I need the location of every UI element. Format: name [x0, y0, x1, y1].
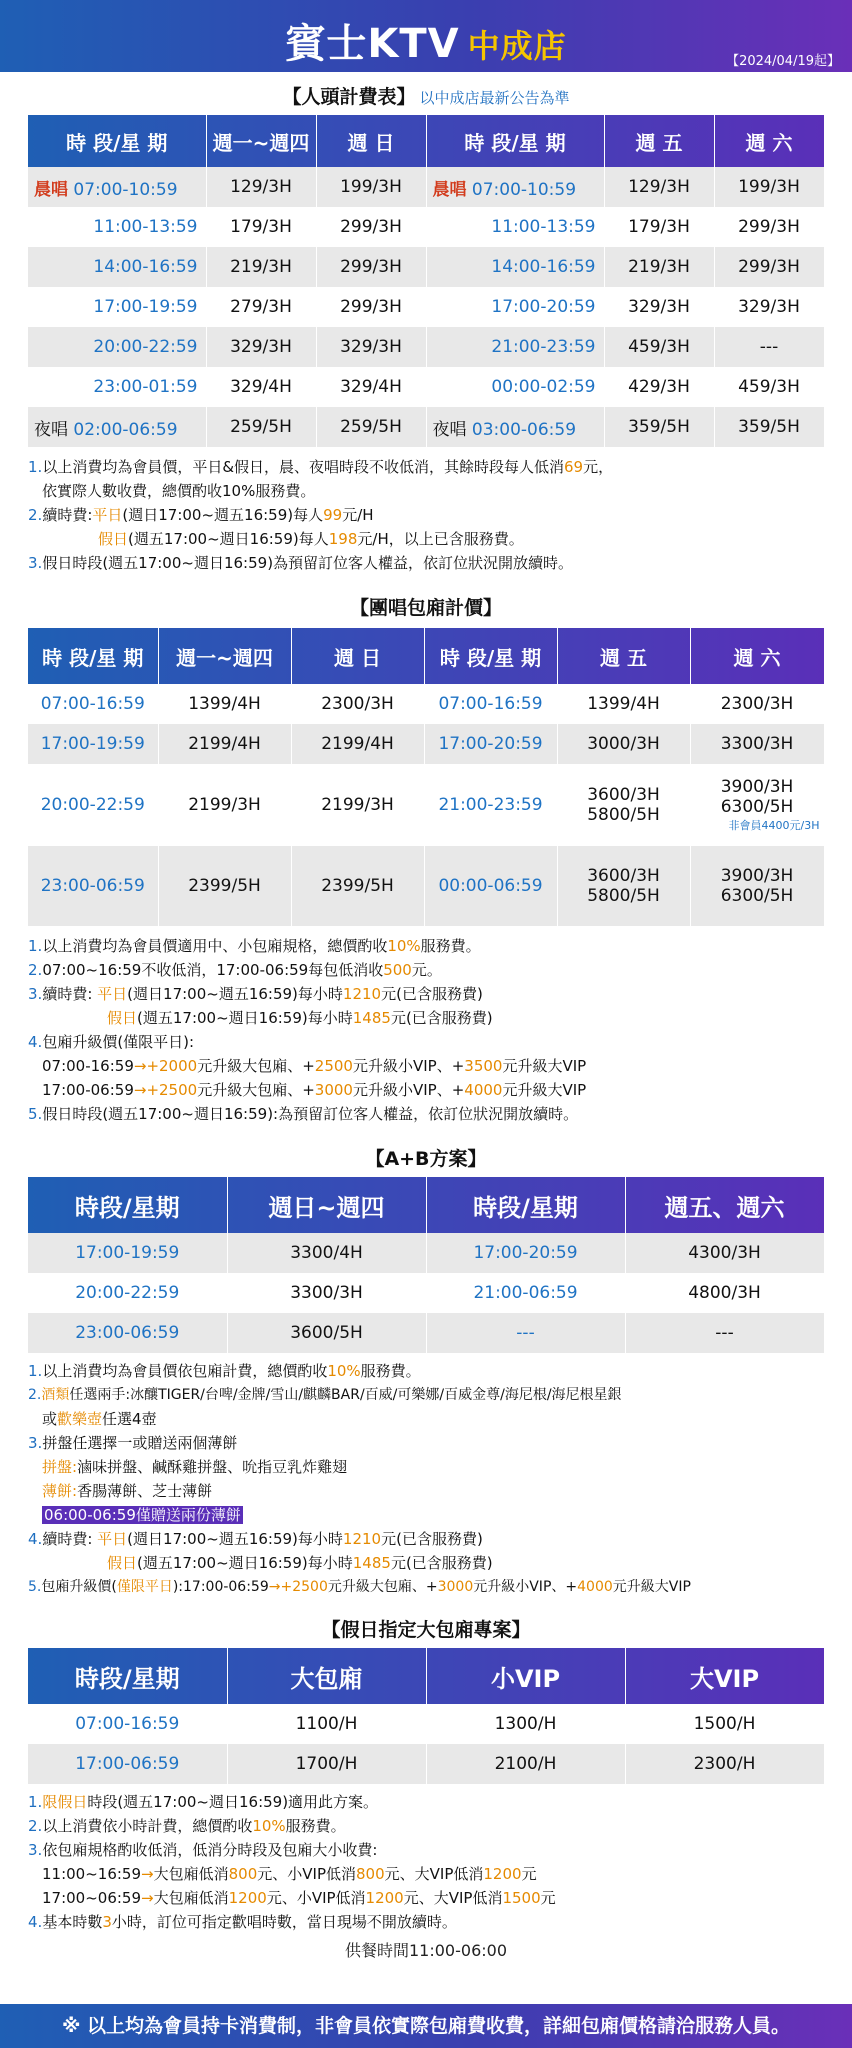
price-cell: 279/3H — [206, 287, 316, 327]
price-cell: 1300/H — [426, 1704, 625, 1744]
ab-plan-table — [28, 1177, 825, 1353]
store-name: 中成店 — [467, 27, 567, 65]
time-cell: 07:00-16:59 — [28, 684, 158, 724]
per-person-table — [28, 115, 825, 447]
table-row — [28, 684, 824, 724]
col-header: 時段/星期 — [28, 1177, 227, 1233]
table-row — [28, 327, 824, 367]
price-cell: 2199/4H — [291, 724, 424, 764]
time-cell: 00:00-06:59 — [424, 846, 557, 926]
note-line: 07:00-16:59→+2000元升級大包廂、+2500元升級小VIP、+3500元升級大VIP — [42, 1057, 587, 1075]
table-row — [28, 407, 824, 447]
price-cell: 2399/5H — [158, 846, 291, 926]
time-cell: 21:00-23:59 — [426, 327, 604, 367]
note-line — [28, 1503, 852, 1527]
time-cell: 07:00-16:59 — [424, 684, 557, 724]
price-cell: 299/3H — [714, 207, 824, 247]
price-cell: 1700/H — [227, 1744, 426, 1784]
time-cell: 00:00-02:59 — [426, 367, 604, 407]
note-line: 4.續時費: 平日(週日17:00~週五16:59)每小時1210元(已含服務費) — [28, 1530, 483, 1548]
col-header: 週日~週四 — [227, 1177, 426, 1233]
price-cell: 4800/3H — [625, 1273, 824, 1313]
per-person-notes — [28, 455, 852, 575]
note-line: 薄餅:香腸薄餅、芝士薄餅 — [42, 1482, 213, 1500]
note-line: 5.包廂升級價(僅限平日):17:00-06:59→+2500元升級大包廂、+3000元升級小VIP、+4000元升級大VIP — [28, 1579, 691, 1595]
section-title-per-person — [0, 82, 852, 109]
col-header: 時段/星期 — [426, 1177, 625, 1233]
note-line: 假日(週五17:00~週日16:59)每人198元/H，以上已含服務費。 — [98, 530, 524, 548]
time-cell — [426, 407, 604, 447]
price-cell: 2399/5H — [291, 846, 424, 926]
col-header: 週 六 — [690, 628, 824, 684]
section-title-text: 【人頭計費表】 — [282, 86, 416, 108]
note-line: 17:00-06:59→+2500元升級大包廂、+3000元升級小VIP、+4000元升級大VIP — [42, 1081, 587, 1099]
session-tag: 晨唱 — [432, 179, 467, 200]
price-cell: 2199/4H — [158, 724, 291, 764]
time-cell: 11:00-13:59 — [426, 207, 604, 247]
price-cell: 179/3H — [206, 207, 316, 247]
note-line: 1.以上消費均為會員價依包廂計費，總價酌收10%服務費。 — [28, 1362, 421, 1380]
table-row — [28, 1233, 824, 1273]
price-cell: 299/3H — [316, 287, 426, 327]
time-cell: 07:00-16:59 — [28, 1704, 227, 1744]
time-cell: 23:00-01:59 — [28, 367, 206, 407]
time-range: 02:00-06:59 — [73, 419, 178, 440]
col-header: 時 段/星 期 — [426, 115, 604, 167]
section-title-text: 【團唱包廂計價】 — [349, 597, 502, 619]
table-row — [28, 1313, 824, 1353]
price-cell: 3600/3H 5800/5H — [557, 764, 690, 846]
price-cell: --- — [714, 327, 824, 367]
price-cell: 3300/3H — [690, 724, 824, 764]
price-cell: --- — [625, 1313, 824, 1353]
price-cell: 459/3H — [714, 367, 824, 407]
time-cell — [28, 167, 206, 207]
col-header: 週 五 — [604, 115, 714, 167]
price-cell: 129/3H — [206, 167, 316, 207]
price-cell: 3900/3H 6300/5H — [690, 846, 824, 926]
footer-banner: ※ 以上均為會員持卡消費制，非會員依實際包廂費收費，詳細包廂價格請洽服務人員。 — [0, 2004, 852, 2048]
time-cell: 20:00-22:59 — [28, 764, 158, 846]
table-header-row — [28, 1177, 824, 1233]
time-cell: 23:00-06:59 — [28, 846, 158, 926]
col-header: 週五、週六 — [625, 1177, 824, 1233]
note-line: 1.以上消費均為會員價適用中、小包廂規格，總價酌收10%服務費。 — [28, 937, 481, 955]
col-header: 週一~週四 — [158, 628, 291, 684]
time-cell: 17:00-19:59 — [28, 287, 206, 327]
col-header: 時段/星期 — [28, 1648, 227, 1704]
price-cell: 2300/H — [625, 1744, 824, 1784]
price-cell: 3600/5H — [227, 1313, 426, 1353]
price-cell: 1399/4H — [158, 684, 291, 724]
table-row — [28, 1744, 824, 1784]
price-cell: 329/4H — [206, 367, 316, 407]
note-line: 或歡樂壺任選4壺 — [42, 1410, 157, 1428]
time-cell — [426, 167, 604, 207]
table-header-row — [28, 115, 824, 167]
price-cell: 129/3H — [604, 167, 714, 207]
note-line: 2.07:00~16:59不收低消，17:00-06:59每包低消收500元。 — [28, 961, 442, 979]
col-header: 時 段/星 期 — [28, 115, 206, 167]
note-line: 3.續時費: 平日(週日17:00~週五16:59)每小時1210元(已含服務費) — [28, 985, 483, 1003]
col-header: 大VIP — [625, 1648, 824, 1704]
price-cell: 2300/3H — [690, 684, 824, 724]
note-line: 5.假日時段(週五17:00~週日16:59):為預留訂位客人權益，依訂位狀況開放續時。 — [28, 1105, 579, 1123]
non-member-price: 非會員4400元/3H — [728, 819, 820, 832]
price-cell: 2100/H — [426, 1744, 625, 1784]
price-cell: 259/5H — [206, 407, 316, 447]
session-tag: 晨唱 — [34, 179, 68, 200]
note-line: 2.以上消費依小時計費，總價酌收10%服務費。 — [28, 1817, 346, 1835]
note-line: 17:00~06:59→大包廂低消1200元、小VIP低消1200元、大VIP低消1500元 — [42, 1889, 556, 1907]
note-line: 4.包廂升級價(僅限平日): — [28, 1033, 195, 1051]
group-room-notes — [28, 934, 852, 1126]
header-banner — [0, 0, 852, 72]
price-cell: 3000/3H — [557, 724, 690, 764]
section-title-text: 【假日指定大包廂專案】 — [321, 1619, 531, 1641]
price-cell: 199/3H — [714, 167, 824, 207]
note-line: 2.續時費:平日(週日17:00~週五16:59)每人99元/H — [28, 506, 374, 524]
col-header: 週 五 — [557, 628, 690, 684]
table-row — [28, 367, 824, 407]
price-cell: 219/3H — [604, 247, 714, 287]
section-title-holiday-room — [0, 1615, 852, 1642]
holiday-room-table — [28, 1648, 825, 1784]
note-line: 2.酒類任選兩手:冰釀TIGER/台啤/金牌/雪山/麒麟BAR/百威/可樂娜/百威金尊/海尼根/海尼根星銀 — [28, 1387, 622, 1403]
price-cell: 4300/3H — [625, 1233, 824, 1273]
price-cell: 3900/3H 6300/5H 非會員4400元/3H — [690, 764, 824, 846]
price-cell: 259/5H — [316, 407, 426, 447]
price-cell: 299/3H — [316, 247, 426, 287]
price-cell: 1399/4H — [557, 684, 690, 724]
note-line: 拼盤:滷味拼盤、鹹酥雞拼盤、吮指豆乳炸雞翅 — [42, 1458, 348, 1476]
section-title-ab-plan — [0, 1144, 852, 1171]
price-cell: 299/3H — [316, 207, 426, 247]
price-cell: 2300/3H — [291, 684, 424, 724]
table-row — [28, 287, 824, 327]
section-title-note: 以中成店最新公告為準 — [419, 89, 570, 107]
price-cell: 329/3H — [714, 287, 824, 327]
brand-title — [0, 12, 852, 69]
price-cell: 329/3H — [604, 287, 714, 327]
table-row — [28, 207, 824, 247]
price-cell: 1100/H — [227, 1704, 426, 1744]
price-cell: 329/3H — [206, 327, 316, 367]
time-cell: 21:00-06:59 — [426, 1273, 625, 1313]
note-line: 假日(週五17:00~週日16:59)每小時1485元(已含服務費) — [107, 1554, 493, 1572]
price-cell: 2199/3H — [158, 764, 291, 846]
time-range: 07:00-10:59 — [471, 179, 577, 200]
price-cell: 459/3H — [604, 327, 714, 367]
section-title-group-room — [0, 593, 852, 620]
time-cell: 11:00-13:59 — [28, 207, 206, 247]
price-cell: 429/3H — [604, 367, 714, 407]
time-cell: 17:00-20:59 — [424, 724, 557, 764]
time-cell: 23:00-06:59 — [28, 1313, 227, 1353]
price-cell: 3600/3H 5800/5H — [557, 846, 690, 926]
note-line: 假日(週五17:00~週日16:59)每小時1485元(已含服務費) — [107, 1009, 493, 1027]
time-cell: 17:00-19:59 — [28, 1233, 227, 1273]
price-cell: 359/5H — [714, 407, 824, 447]
price-cell: 359/5H — [604, 407, 714, 447]
price-cell: 199/3H — [316, 167, 426, 207]
price-cell: 329/4H — [316, 367, 426, 407]
price-cell: 2199/3H — [291, 764, 424, 846]
note-line: 3.拼盤任選擇一或贈送兩個薄餅 — [28, 1434, 238, 1452]
time-cell: 21:00-23:59 — [424, 764, 557, 846]
note-line: 3.依包廂規格酌收低消，低消分時段及包廂大小收費: — [28, 1841, 378, 1859]
time-cell: --- — [426, 1313, 625, 1353]
note-line: 4.基本時數3小時，訂位可指定歡唱時數，當日現場不開放續時。 — [28, 1913, 457, 1931]
section-title-text: 【A+B方案】 — [365, 1148, 487, 1170]
note-line: 1.以上消費均為會員價，平日&假日，晨、夜唱時段不收低消，其餘時段每人低消69元， — [28, 458, 614, 476]
time-cell: 20:00-22:59 — [28, 1273, 227, 1313]
time-cell: 17:00-06:59 — [28, 1744, 227, 1784]
time-cell: 14:00-16:59 — [426, 247, 604, 287]
table-header-row — [28, 1648, 824, 1704]
time-cell: 20:00-22:59 — [28, 327, 206, 367]
table-row — [28, 167, 824, 207]
holiday-room-notes — [28, 1790, 852, 1934]
price-cell: 1500/H — [625, 1704, 824, 1744]
time-cell: 17:00-19:59 — [28, 724, 158, 764]
price-cell: 329/3H — [316, 327, 426, 367]
table-row — [28, 724, 824, 764]
note-line: 依實際人數收費，總價酌收10%服務費。 — [42, 482, 316, 500]
table-row — [28, 846, 824, 926]
time-range: 07:00-10:59 — [73, 179, 178, 200]
table-row — [28, 247, 824, 287]
price-cell: 3300/4H — [227, 1233, 426, 1273]
session-tag: 夜唱 — [432, 419, 467, 440]
highlight-badge: 06:00-06:59僅贈送兩份薄餅 — [44, 1506, 241, 1524]
col-header: 週一~週四 — [206, 115, 316, 167]
time-cell: 17:00-20:59 — [426, 1233, 625, 1273]
table-row — [28, 1704, 824, 1744]
col-header: 時 段/星 期 — [28, 628, 158, 684]
note-line: 1.限假日時段(週五17:00~週日16:59)適用此方案。 — [28, 1793, 379, 1811]
col-header: 週 六 — [714, 115, 824, 167]
time-range: 03:00-06:59 — [471, 419, 577, 440]
table-row — [28, 764, 824, 846]
col-header: 大包廂 — [227, 1648, 426, 1704]
session-tag: 夜唱 — [34, 419, 68, 440]
price-cell: 299/3H — [714, 247, 824, 287]
col-header: 時 段/星 期 — [424, 628, 557, 684]
note-line: 3.假日時段(週五17:00~週日16:59)為預留訂位客人權益，依訂位狀況開放續時。 — [28, 554, 574, 572]
ab-plan-notes — [28, 1359, 852, 1599]
price-cell: 3300/3H — [227, 1273, 426, 1313]
price-cell: 179/3H — [604, 207, 714, 247]
table-row — [28, 1273, 824, 1313]
table-header-row — [28, 628, 824, 684]
col-header: 週 日 — [291, 628, 424, 684]
brand-name: 賓士KTV — [285, 21, 460, 67]
time-cell: 14:00-16:59 — [28, 247, 206, 287]
effective-date: 【2024/04/19起】 — [726, 54, 840, 69]
group-room-table — [28, 628, 825, 926]
meal-time: 供餐時間11:00-06:00 — [345, 1941, 507, 1960]
col-header: 週 日 — [316, 115, 426, 167]
price-cell: 219/3H — [206, 247, 316, 287]
time-cell — [28, 407, 206, 447]
time-cell: 17:00-20:59 — [426, 287, 604, 327]
col-header: 小VIP — [426, 1648, 625, 1704]
note-line: 11:00~16:59→大包廂低消800元、小VIP低消800元、大VIP低消1200元 — [42, 1865, 537, 1883]
